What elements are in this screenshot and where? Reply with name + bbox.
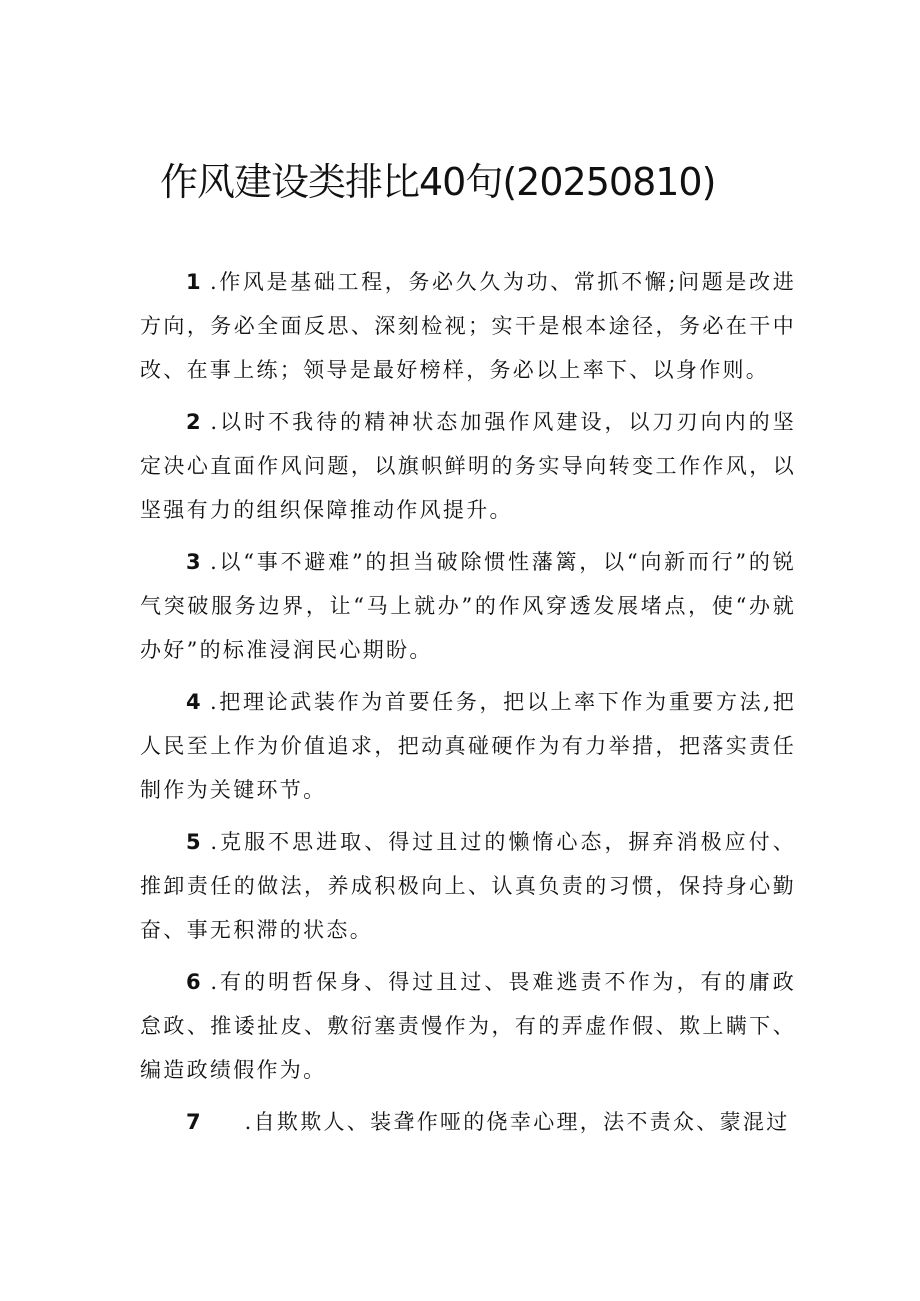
item-text: .把理论武装作为首要任务，把以上率下作为重要方法,把人民至上作为价值追求，把动真碰硬作为有力举措，把落实责任制作为关键环节。	[140, 690, 796, 802]
item-number: 2	[186, 410, 201, 434]
item-number: 7	[186, 1110, 201, 1134]
paragraph-7	[140, 1100, 796, 1144]
item-text: .克服不思进取、得过且过的懒惰心态，摒弃消极应付、推卸责任的做法，养成积极向上、认真负责的习惯，保持身心勤奋、事无积滞的状态。	[140, 830, 796, 942]
item-text: .自欺欺人、装聋作哑的侥幸心理，法不责众、蒙混过	[244, 1110, 790, 1134]
item-number: 3	[186, 550, 201, 574]
item-text: .以“事不避难”的担当破除惯性藩篱，以“向新而行”的锐气突破服务边界，让“马上就办”的作风穿透发展堵点，使“办就办好”的标准浸润民心期盼。	[140, 550, 796, 662]
item-number: 1	[186, 270, 201, 294]
item-number: 4	[186, 690, 201, 714]
document-body	[140, 260, 796, 1152]
document-title: 作风建设类排比40句(20250810)	[160, 160, 716, 204]
item-text: .以时不我待的精神状态加强作风建设，以刀刃向内的坚定决心直面作风问题，以旗帜鲜明的务实导向转变工作作风，以坚强有力的组织保障推动作风提升。	[140, 410, 796, 522]
paragraph-2	[140, 400, 796, 532]
item-text: .作风是基础工程，务必久久为功、常抓不懈;问题是改进方向，务必全面反思、深刻检视；实干是根本途径，务必在干中改、在事上练；领导是最好榜样，务必以上率下、以身作则。	[140, 270, 796, 382]
item-number: 6	[186, 970, 201, 994]
item-number: 5	[186, 830, 201, 854]
item-text: .有的明哲保身、得过且过、畏难逃责不作为，有的庸政怠政、推诿扯皮、敷衍塞责慢作为，有的弄虚作假、欺上瞒下、编造政绩假作为。	[140, 970, 796, 1082]
paragraph-1	[140, 260, 796, 392]
paragraph-5	[140, 820, 796, 952]
paragraph-6	[140, 960, 796, 1092]
paragraph-4	[140, 680, 796, 812]
paragraph-3	[140, 540, 796, 672]
